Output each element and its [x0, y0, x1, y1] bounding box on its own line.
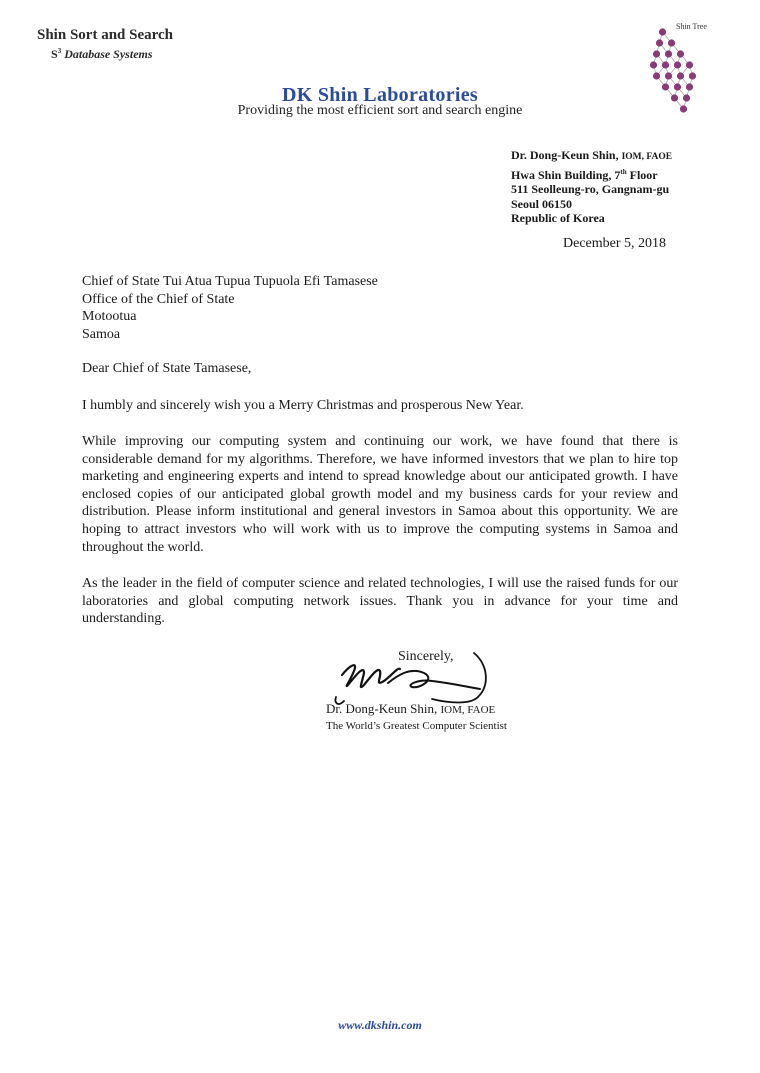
lab-tagline [0, 103, 760, 119]
signer-title: The World’s Greatest Computer Scientist [326, 720, 507, 732]
sender-building-floor: Floor [629, 167, 658, 182]
logo-dot [677, 72, 684, 79]
signer-name: Dr. Dong-Keun Shin, [326, 701, 438, 716]
brand-db-text: Database Systems [64, 47, 153, 61]
letter-date: December 5, 2018 [563, 236, 667, 251]
sender-country: Republic of Korea [511, 211, 605, 225]
brand-name: Shin Sort and Search [37, 27, 174, 43]
logo-dot [686, 61, 693, 68]
recipient-line-1: Chief of State Tui Atua Tupua Tupuola Efi Tamasese [82, 274, 378, 289]
logo-dot [689, 72, 696, 79]
lab-tagline-text: Providing the most efficient sort and search engine [237, 103, 523, 118]
sender-building-sup: th [620, 167, 627, 176]
logo-dot [656, 39, 663, 46]
logo-dot [674, 61, 681, 68]
logo-dot [662, 61, 669, 68]
logo-dot [653, 72, 660, 79]
logo-caption: Shin Tree [676, 22, 707, 31]
sender-building-line [511, 165, 672, 183]
sender-suffix: IOM, FAOE [621, 152, 673, 162]
salutation: Dear Chief of State Tamasese, [82, 361, 252, 376]
website-link[interactable]: www.dkshin.com [338, 1018, 422, 1032]
sender-city: Seoul 06150 [511, 196, 573, 211]
logo-dot [650, 61, 657, 68]
logo-dot [665, 50, 672, 57]
brand-s: S [51, 47, 58, 61]
sender-street: 511 Seolleung-ro, Gangnam-gu [511, 182, 670, 196]
paragraph-2: While improving our computing system and continuing our work, we have found that there is considerable demand for my algorithms. Therefore, we have informed investors that we plan to hire top marketing and engineering experts and intend to spread knowledge about our anticipated growth. I have enclosed copies of our anticipated global growth model and my business cards for your review and distribution. Please inform institutional and general investors in Samoa about this opportunity. We are hoping to attract investors who will work with us to improve the computing systems in Samoa and throughout the world. [82, 434, 678, 555]
logo-dot [668, 39, 675, 46]
logo-dot [677, 50, 684, 57]
logo-dot [665, 72, 672, 79]
signer-suffix: IOM, FAOE [440, 704, 496, 716]
sender-name-line [511, 148, 672, 165]
brand-block [37, 27, 173, 62]
recipient-line-4: Samoa [82, 326, 121, 342]
signer-block [326, 701, 507, 734]
signer-name-line [326, 701, 507, 718]
brand-subtitle [37, 44, 173, 62]
sender-address [511, 148, 672, 226]
paragraph-3: As the leader in the field of computer science and related technologies, I will use the raised funds for our laboratories and global computing network issues. Thank you in advance for your time and understanding. [82, 576, 678, 627]
sender-name: Dr. Dong-Keun Shin, [511, 148, 619, 162]
recipient-line-3: Motootua [82, 309, 137, 324]
closing: Sincerely, [398, 649, 454, 664]
recipient-line-2: Office of the Chief of State [82, 291, 235, 307]
sender-building: Hwa Shin Building, 7 [511, 167, 621, 182]
recipient-address [82, 273, 378, 343]
paragraph-1: I humbly and sincerely wish you a Merry Christmas and prosperous New Year. [82, 398, 524, 413]
logo-dot [659, 28, 666, 35]
lab-name: DK Shin Laboratories [281, 84, 479, 106]
brand-sup: 3 [57, 47, 62, 55]
logo-dot [653, 50, 660, 57]
